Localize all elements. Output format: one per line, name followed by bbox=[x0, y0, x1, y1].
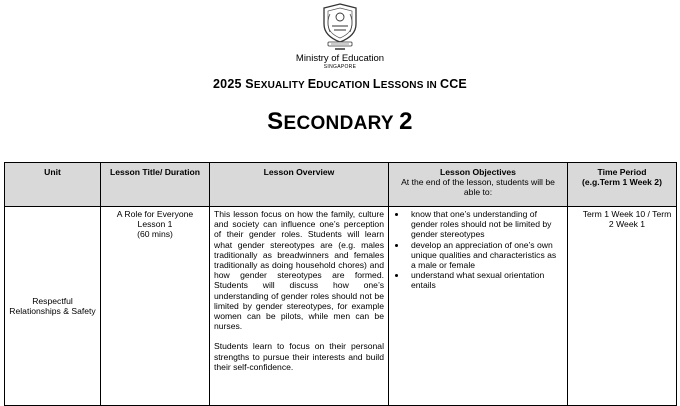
col-header-overview: Lesson Overview bbox=[210, 163, 389, 207]
subtitle-part: 2 bbox=[399, 108, 413, 135]
lesson-table bbox=[4, 162, 677, 406]
objective-item: • develop an appreciation of one’s own unique qualities and characteristics as a male or female bbox=[407, 240, 563, 271]
ministry-name: Ministry of Education bbox=[295, 53, 385, 64]
col-header-lesson: Lesson Title/ Duration bbox=[101, 163, 210, 207]
objectives-cell bbox=[389, 207, 568, 406]
table-row bbox=[5, 207, 677, 406]
title-part: 2025 S bbox=[213, 77, 254, 91]
title-part: L bbox=[372, 77, 381, 91]
objectives-header-label: Lesson Objectives bbox=[440, 167, 516, 177]
lesson-title: A Role for Everyone Lesson 1 bbox=[116, 209, 194, 230]
unit-cell: Respectful Relationships & Safety bbox=[5, 207, 101, 406]
title-part: E bbox=[307, 77, 317, 91]
ministry-country: SINGAPORE bbox=[323, 64, 357, 70]
document-title bbox=[0, 77, 680, 91]
table-header-row bbox=[5, 163, 677, 207]
lesson-duration: (60 mins) bbox=[137, 229, 173, 240]
col-header-period bbox=[568, 163, 677, 207]
title-part: DUCATION bbox=[316, 80, 373, 91]
period-header-example: (e.g.Term 1 Week 2) bbox=[582, 177, 662, 188]
objective-item: • know that one’s understanding of gender roles should not be limited by gender stereotypes bbox=[407, 209, 563, 240]
subtitle-part: S bbox=[267, 108, 284, 135]
moe-crest-logo bbox=[320, 2, 360, 52]
subtitle-part: ECONDARY bbox=[283, 113, 400, 134]
lesson-cell bbox=[101, 207, 210, 406]
title-part: EXUALITY bbox=[253, 80, 308, 91]
objectives-header-sub: At the end of the lesson, students will be able to: bbox=[401, 177, 555, 198]
period-header-label: Time Period bbox=[597, 167, 647, 177]
overview-paragraph: Students learn to focus on their personal strengths to pursue their interests and build their self-confidence. bbox=[214, 341, 384, 372]
period-cell: Term 1 Week 10 / Term 2 Week 1 bbox=[568, 207, 677, 406]
title-part: ESSONS IN bbox=[380, 80, 440, 91]
objective-item: • understand what sexual orientation entails bbox=[407, 270, 563, 290]
overview-paragraph: This lesson focus on how the family, culture and society can influence one’s perception of their gender roles. Students will learn what gender stereotypes are (e.g. males traditionally as breadwinners and females traditionally as doing household chores) and how gender stereotypes are formed. Students will discuss how one’s understanding of gender roles should not be limited by gender stereotypes, for example women can be pilots, while men can be nurses. bbox=[214, 209, 384, 332]
overview-cell bbox=[210, 207, 389, 406]
col-header-objectives bbox=[389, 163, 568, 207]
objectives-list bbox=[393, 209, 563, 291]
col-header-unit: Unit bbox=[5, 163, 101, 207]
title-part: CCE bbox=[439, 77, 467, 91]
level-heading bbox=[0, 108, 680, 138]
